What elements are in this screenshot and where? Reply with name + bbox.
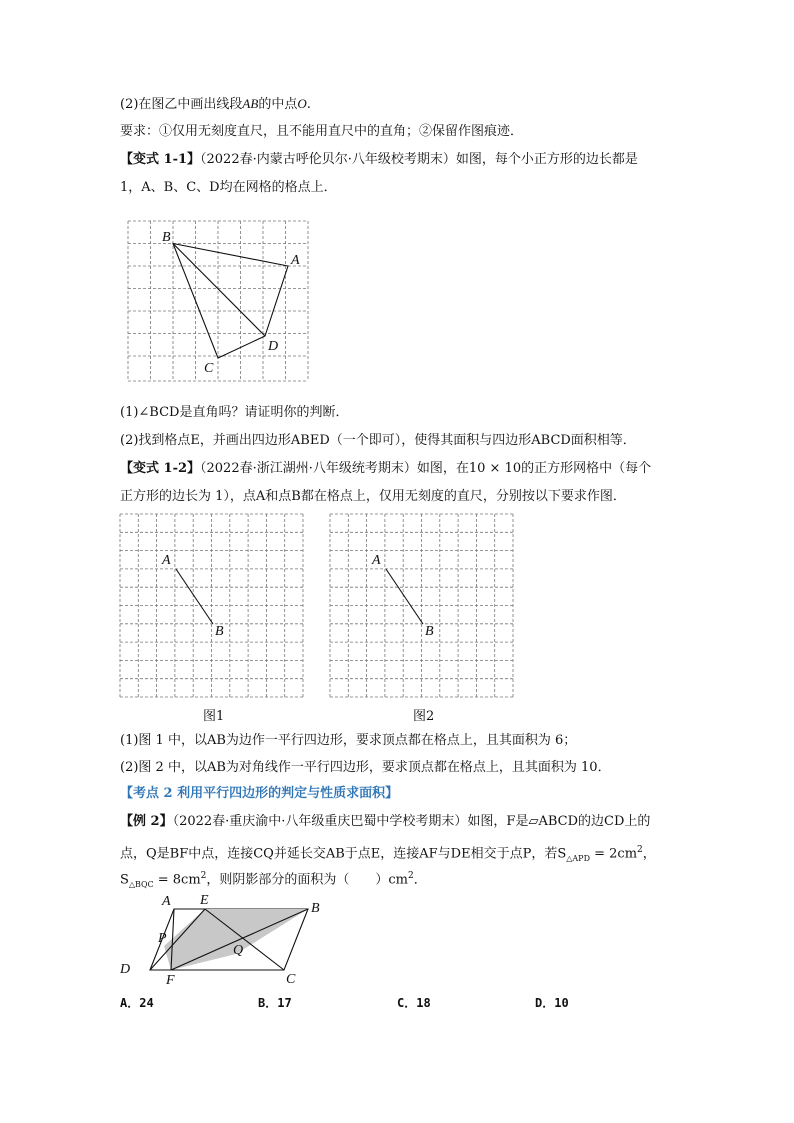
fig1-label-d: D	[268, 339, 279, 354]
example-2-header: 【例 2】（2022春·重庆渝中·八年级重庆巴蜀中学校考期末）如图，F是▱ABCD的边CD上的	[120, 814, 651, 829]
question-1: (1)∠BCD是直角吗？请证明你的判断．	[120, 405, 349, 420]
requirement-text: 要求：①仅用无刻度直尺，且不能用直尺中的直角；②保留作图痕迹．	[120, 124, 524, 139]
variant-1-1-tag: 【变式 1-1】	[120, 152, 201, 167]
variant-1-1-line2: 1，A、B、C、D均在网格的格点上．	[120, 180, 337, 195]
variant-1-2-line2: 正方形的边长为 1），点A和点B都在格点上，仅用无刻度的直尺，分别按以下要求作图．	[120, 489, 626, 504]
figure-parallelogram	[118, 892, 328, 987]
example-2-line3: $S_{\triangle BQC} = 8cm^2$，则阴影部分的面积为（ ）$cm^2$．	[120, 871, 427, 889]
fig4-label-d: D	[120, 962, 131, 977]
fig1-label-a: A	[291, 253, 300, 268]
caption-figure-1: 图1	[203, 709, 225, 724]
fig4-label-f: F	[166, 973, 175, 988]
figure-grid-1	[120, 514, 304, 697]
caption-figure-2: 图2	[413, 709, 435, 724]
fig3-label-b: B	[425, 624, 434, 639]
fig4-label-a: A	[162, 894, 171, 909]
fig4-label-q: Q	[233, 943, 244, 958]
variant-1-2-header: 【变式 1-2】（2022春·浙江湖州·八年级统考期末）如图，在10 × 10的正方形网格中（每个	[120, 461, 652, 476]
fig4-label-p: P	[158, 931, 167, 946]
example-2-line2: 点，Q是BF中点，连接CQ并延长交AB于点E，连接AF与DE相交于点P，若$S_{\triangle APD} = 2cm^2$，	[120, 845, 656, 863]
choice-c[interactable]: C．18	[397, 996, 431, 1010]
fig1-label-c: C	[204, 361, 214, 376]
part-1-task: (1)图 1 中，以AB为边作一平行四边形，要求顶点都在格点上，且其面积为 6；	[120, 733, 577, 748]
fig3-label-a: A	[372, 553, 381, 568]
choice-b[interactable]: B．17	[258, 996, 292, 1010]
topic-2-heading: 【考点 2 利用平行四边形的判定与性质求面积】	[120, 786, 399, 801]
figure-quadrilateral-grid	[128, 221, 310, 382]
variant-1-2-tag: 【变式 1-2】	[120, 461, 201, 476]
figure-grid-2	[330, 514, 514, 697]
fig4-label-c: C	[286, 972, 296, 987]
question-2: (2)找到格点E，并画出四边形ABED（一个即可），使得其面积与四边形ABCD面积相等．	[120, 433, 636, 448]
fig4-label-b: B	[311, 901, 320, 916]
choice-a[interactable]: A．24	[120, 996, 154, 1010]
fig2-label-b: B	[215, 624, 224, 639]
choice-d[interactable]: D．10	[535, 996, 569, 1010]
part-2-task: (2)图 2 中，以AB为对角线作一平行四边形，要求顶点都在格点上，且其面积为 10．	[120, 760, 611, 775]
example-2-tag: 【例 2】	[120, 814, 173, 829]
fig4-label-e: E	[200, 893, 209, 908]
fig2-label-a: A	[162, 553, 171, 568]
fig1-label-b: B	[162, 230, 171, 245]
variant-1-1-header: 【变式 1-1】（2022春·内蒙古呼伦贝尔·八年级校考期末）如图，每个小正方形的边长都是	[120, 152, 638, 167]
line-midpoint-task: (2)在图乙中画出线段AB的中点O.	[120, 96, 311, 112]
